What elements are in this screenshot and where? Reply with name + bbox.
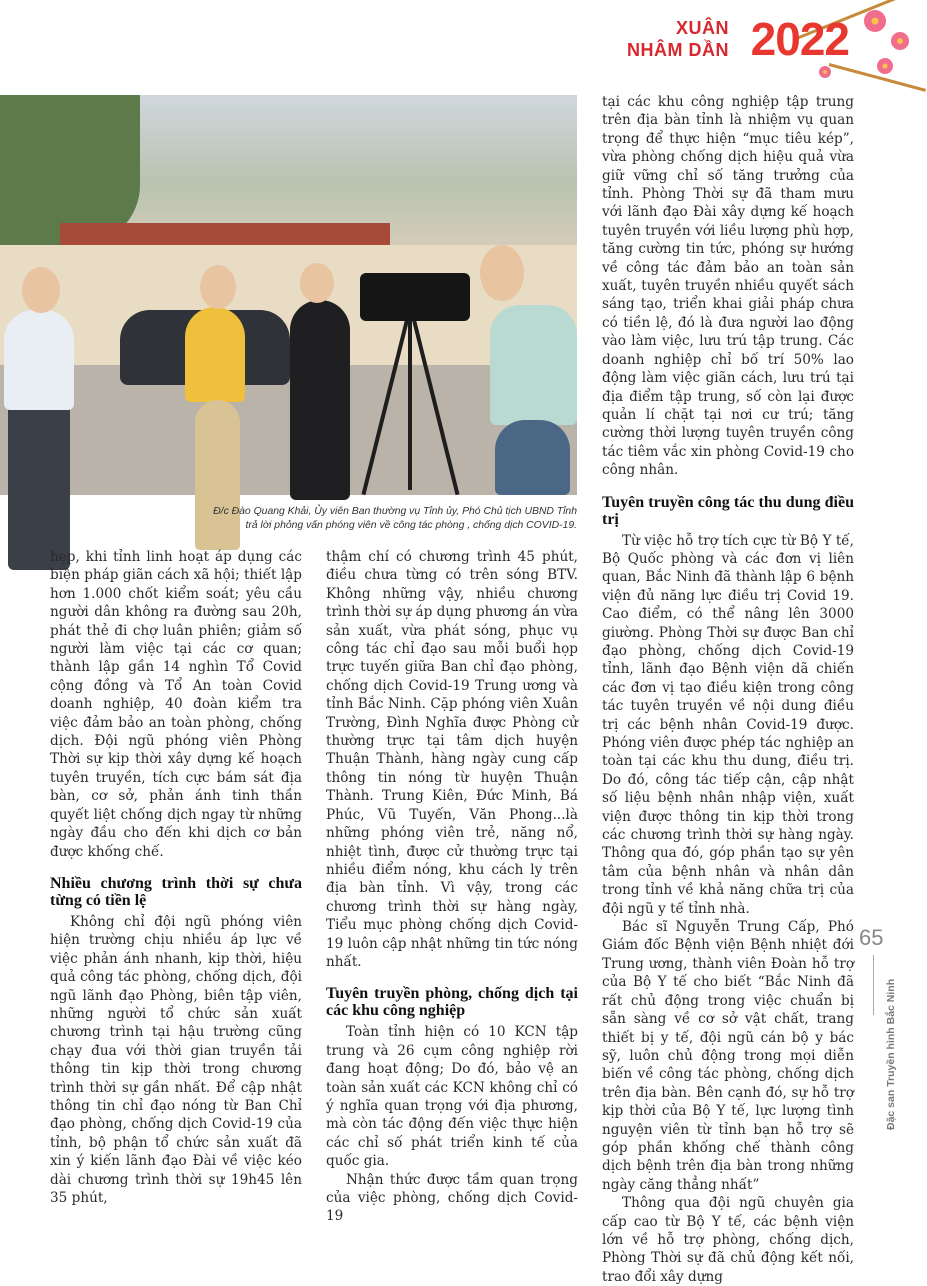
header-brand — [619, 8, 919, 90]
photo-person-shirt — [490, 305, 577, 425]
paragraph: Từ việc hỗ trợ tích cực từ Bộ Y tế, Bộ Quốc phòng và các đơn vị liên quan, Bắc Ninh đã thành lập 6 bệnh viện đủ năng lực điều trị Covid 19. Cao điểm, có thể nâng lên 3000 giường. Phòng Thời sự được Ban chỉ đạo phòng, chống dịch Covid-19 tỉnh, lãnh đạo Bệnh viện dã chiến các đơn vị tạo điều kiện trong công tác tuyên truyền về nội dung điều trị các bệnh nhân Covid-19 được. Phóng viên được phép tác nghiệp an toàn tại các khu thu dung, điều trị. Do đó, công tác tiếp cận, cập nhật số liệu bệnh nhân nhập viện, xuất viện được thông tin kịp thời trong các chương trình thời sự hàng ngày. Thông qua đó, góp phần tạo sự yên tâm của bệnh nhân và nhân dân trong tỉnh về khả năng chữa trị của đội ngũ y tế tỉnh nhà. — [602, 532, 854, 917]
photo-person-shirt — [4, 310, 74, 410]
tripod-leg — [408, 320, 412, 490]
flower-icon — [877, 58, 893, 74]
flower-icon — [864, 10, 886, 32]
flower-icon — [819, 66, 831, 78]
paragraph: Nhận thức được tầm quan trọng của việc phòng, chống dịch Covid-19 — [326, 1171, 578, 1225]
publication-name: Đặc san Truyền hình Bắc Ninh — [885, 978, 897, 1130]
page-number: 65 — [859, 925, 884, 950]
paragraph: tại các khu công nghiệp tập trung trên địa bàn tỉnh là nhiệm vụ quan trọng để thực hiện “mục tiêu kép”, vừa phòng chống dịch hiệu quả vừa giữ vững chỉ số tăng trưởng của tỉnh. Phòng Thời sự đã tham mưu với lãnh đạo Đài xây dựng kế hoạch tuyên truyền với liều lượng phù hợp, tăng cường tin tức, phóng sự hướng về công tác đảm bảo an toàn sản xuất, tuyên truyền nhiều quyết sách sáng tạo, triển khai giải pháp chưa có tiền lệ, đó là đưa người lao động vào làm việc, lưu trú tập trung. Các doanh nghiệp chỉ bố trí 50% lao động làm việc giãn cách, lưu trú tại địa điểm tập trung, số còn lại được quản lí chặt tại nơi cư trú; tăng cường thời lượng tuyên truyền công tác tiêm vắc xin phòng Covid-19 cho công nhân. — [602, 94, 854, 479]
section-heading: Tuyên truyền công tác thu dung điều trị — [602, 493, 854, 528]
header-xuan: XUÂN — [675, 18, 729, 38]
caption-line-2: trả lời phỏng vấn phóng viên về công tác phòng , chống dịch COVID-19. — [245, 520, 577, 531]
photo-person-head — [300, 263, 334, 303]
photo-person-head — [480, 245, 524, 301]
video-camera-icon — [360, 273, 470, 321]
header-nham-dan: NHÂM DẦN — [627, 40, 729, 60]
photo-person-head — [200, 265, 236, 309]
paragraph: thậm chí có chương trình 45 phút, điều chưa từng có trên sóng BTV. Không những vậy, nhiều chương trình thời sự áp dụng phương án vừa sản xuất, vừa phát sóng, phục vụ công tác chỉ đạo sau mỗi buổi họp trực tuyến giữa Ban chỉ đạo phòng, chống dịch Covid-19 Trung ương và tỉnh Bắc Ninh. Cặp phóng viên Xuân Trường, Đình Nghĩa được Phòng cử thường trực tại tâm dịch huyện Thuận Thành, hàng ngày cung cấp thông tin nóng từ huyện Thuận Thành. Trung Kiên, Đức Minh, Bá Phúc, Vũ Tuyến, Văn Phong...là những phóng viên trẻ, năng nổ, nhiệt tình, được cử thường trực tại nhiều điểm nóng, khu cách ly trên địa bàn tỉnh. Vì vậy, trong các chương trình thời sự hàng ngày, Tiểu mục phòng chống dịch Covid-19 luôn cập nhật những tin tức nóng nhất. — [326, 549, 578, 970]
article-column-1 — [50, 548, 302, 1207]
photo-caption — [180, 505, 577, 533]
photo-person — [495, 420, 570, 495]
section-heading: Nhiều chương trình thời sự chưa từng có tiền lệ — [50, 874, 302, 909]
paragraph: hẹp, khi tỉnh linh hoạt áp dụng các biện pháp giãn cách xã hội; thiết lập hơn 1.000 chốt kiểm soát; yêu cầu người dân không ra đường sau 20h, phát thẻ đi chợ luân phiên; giảm số người làm việc tại các cơ quan; thành lập gần 14 nghìn Tổ Covid cộng đồng và Tổ An toàn Covid doanh nghiệp, 40 đoàn kiểm tra việc đảm bảo an toàn phòng, chống dịch. Đội ngũ phóng viên Phòng Thời sự kịp thời xây dựng kế hoạch tuyên truyền, tích cực bám sát địa bàn, cơ sở, phản ánh tinh thần quyết liệt chống dịch ngay từ những ngày đầu cho đến khi dịch cơ bản được khống chế. — [50, 549, 302, 860]
header-year: 2022 — [750, 13, 849, 65]
caption-line-1: Đ/c Đào Quang Khải, Ủy viên Ban thường vụ Tỉnh ủy, Phó Chủ tịch UBND Tỉnh — [213, 506, 577, 517]
paragraph: Thông qua đội ngũ chuyên gia cấp cao từ Bộ Y tế, các bệnh viện lớn về hỗ trợ phòng, chống dịch, Phòng Thời sự đã chủ động kết nối, trao đổi xây dựng — [602, 1195, 854, 1285]
section-heading: Tuyên truyền phòng, chống dịch tại các khu công nghiệp — [326, 985, 578, 1020]
flower-icon — [891, 32, 909, 50]
divider — [873, 955, 874, 1015]
paragraph: Bác sĩ Nguyễn Trung Cấp, Phó Giám đốc Bệnh viện Bệnh nhiệt đới Trung ương, thành viên Đoàn hỗ trợ của Bộ Y tế cho biết “Bắc Ninh đã rất chủ động trong việc chuẩn bị sẵn sàng về cơ sở vật chất, trang thiết bị y tế, đội ngũ cán bộ y bác sỹ, luôn chủ động trong mọi diễn biến về công tác phòng, chống dịch trên địa bàn. Bên cạnh đó, sự hỗ trợ kịp thời của Bộ Y tế, lực lượng tình nguyện viên từ tỉnh bạn hỗ trợ sẽ góp phần khống chế thành công dịch bệnh trên địa bàn trong những ngày căng thẳng nhất” — [602, 919, 854, 1193]
article-column-2 — [326, 548, 578, 1226]
photo-person-shirt — [185, 307, 245, 402]
paragraph: Không chỉ đội ngũ phóng viên hiện trường chịu nhiều áp lực về việc phản ánh nhanh, kịp thời, hiệu quả công tác phòng, chống dịch, đội ngũ lãnh đạo Phòng, biên tập viên, những người tổ chức sản xuất chương trình tại hậu trường cũng chạy đua với thời gian truyền tải thông tin kịp thời trong chương trình thời sự gần nhất. Để cập nhật thông tin chỉ đạo nóng từ Ban Chỉ đạo phòng, chống dịch Covid-19 của tỉnh, bộ phận tổ chức sản xuất đã xin ý kiến lãnh đạo Đài về việc kéo dài chương trình thời sự 19h45 lên 35 phút, — [50, 913, 302, 1206]
interview-photo — [0, 95, 577, 495]
article-column-3 — [602, 93, 854, 1286]
photo-person — [290, 300, 350, 500]
paragraph: Toàn tỉnh hiện có 10 KCN tập trung và 26 cụm công nghiệp rời đang hoạt động; Do đó, bảo vệ an toàn sản xuất các KCN không chỉ có ý nghĩa quan trọng với địa phương, mà còn tác động đến việc thực hiện các chỉ số phát triển kinh tế của quốc gia. — [326, 1024, 578, 1170]
photo-person-head — [22, 267, 60, 313]
